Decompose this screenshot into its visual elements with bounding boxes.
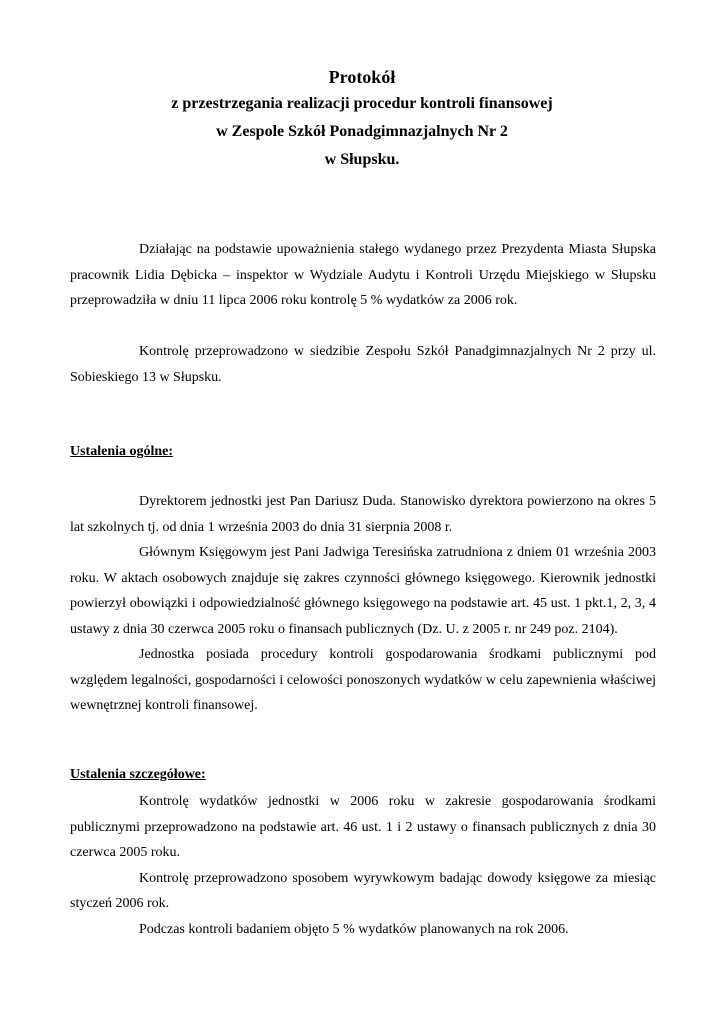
general-section: [70, 489, 656, 719]
detailed-paragraph-3: Podczas kontroli badaniem objęto 5 % wydatków planowanych na rok 2006.: [139, 921, 569, 937]
subtitle-line-1: z przestrzegania realizacji procedur kontroli finansowej: [171, 95, 553, 112]
detailed-paragraph-1: Kontrolę wydatków jednostki w 2006 roku w zakresie gospodarowania środkami publicznymi przeprowadzono na podstawie art. 46 ust. 1 i 2 ustawy o finansach publicznych z dnia 30 czerwca 2005 roku.: [70, 794, 656, 860]
intro-section: [70, 237, 656, 314]
intro-section-2: [70, 339, 656, 390]
general-paragraph-3: Jednostka posiada procedury kontroli gospodarowania środkami publicznymi pod względem legalności, gospodarności i celowości ponoszonych wydatków w celu zapewnienia właściwej wewnętrznej kontroli finansowej.: [70, 647, 656, 713]
general-paragraph-2: Głównym Księgowym jest Pani Jadwiga Teresińska zatrudniona z dniem 01 września 2003 roku. W aktach osobowych znajduje się zakres czynności głównego księgowego. Kierownik jednostki powierzył obowiązki i odpowiedzialność głównego księgowego na podstawie art. 45 ust. 1 pkt.1, 2, 3, 4 ustawy z dnia 30 czerwca 2005 roku o finansach publicznych (Dz. U. z 2005 r. nr 249 poz. 2104).: [70, 545, 656, 637]
detailed-paragraph-2: Kontrolę przeprowadzono sposobem wyrywkowym badając dowody księgowe za miesiąc styczeń 2006 rok.: [70, 870, 656, 911]
intro-paragraph-2: Kontrolę przeprowadzono w siedzibie Zespołu Szkół Panadgimnazjalnych Nr 2 przy ul. Sobieskiego 13 w Słupsku.: [70, 344, 656, 385]
detailed-heading: Ustalenia szczegółowe:: [70, 767, 206, 782]
document-title: Protokół: [328, 67, 396, 87]
intro-paragraph-1: Działając na podstawie upoważnienia stałego wydanego przez Prezydenta Miasta Słupska pracownik Lidia Dębicka – inspektor w Wydziale Audytu i Kontroli Urzędu Miejskiego w Słupsku przeprowadziła w dniu 11 lipca 2006 roku kontrolę 5 % wydatków za 2006 rok.: [70, 242, 656, 308]
detailed-section: [70, 789, 656, 942]
title-block: [0, 64, 724, 174]
subtitle-line-3: w Słupsku.: [324, 151, 400, 168]
general-paragraph-1: Dyrektorem jednostki jest Pan Dariusz Duda. Stanowisko dyrektora powierzono na okres 5 lat szkolnych tj. od dnia 1 września 2003 do dnia 31 sierpnia 2008 r.: [70, 494, 656, 535]
general-heading: Ustalenia ogólne:: [70, 444, 174, 459]
subtitle-line-2: w Zespole Szkół Ponadgimnazjalnych Nr 2: [216, 123, 508, 140]
